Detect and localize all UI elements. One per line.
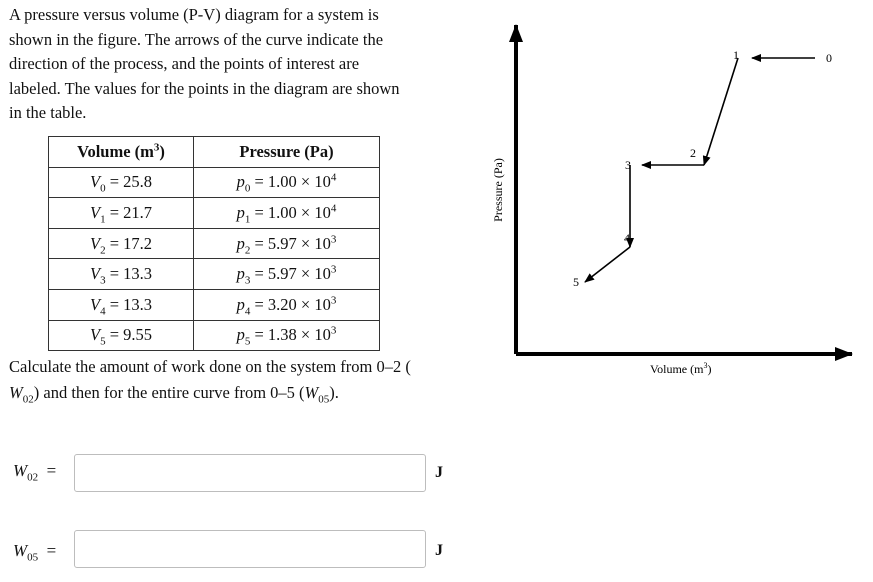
pressure-cell: $p_5 = 1.38 \times 10^3$ xyxy=(194,320,380,351)
volume-cell: $V_2 = 17.2$ xyxy=(49,228,194,259)
x-axis-label: Volume $(m^3)$ xyxy=(650,361,712,376)
pressure-cell: $p_2 = 5.97 \times 10^3$ xyxy=(194,228,380,259)
w02-unit: J xyxy=(435,464,443,481)
volume-cell: $V_5 = 9.55$ xyxy=(49,320,194,351)
segment-1-2 xyxy=(704,58,738,165)
header-volume: Volume $(m^3)$ xyxy=(49,137,194,168)
point-label-1: 1 xyxy=(733,48,739,62)
question-text: Calculate the amount of work done on the system from 0–2 ( $W_{02}$) and then for the entire curve from 0–5 $(W_{05})$. xyxy=(9,357,411,406)
intro-line: direction of the process, and the points of interest are xyxy=(9,54,360,74)
w05-unit: J xyxy=(435,542,443,559)
intro-line: labeled. The values for the points in the diagram are shown xyxy=(9,78,400,98)
w02-input[interactable] xyxy=(74,454,426,492)
point-label-3: 3 xyxy=(625,158,631,172)
intro-line: shown in the figure. The arrows of the curve indicate the xyxy=(9,29,384,49)
y-axis-label: Pressure (Pa) xyxy=(491,158,505,222)
table-row xyxy=(49,228,380,259)
volume-cell: $V_1 = 21.7$ xyxy=(49,198,194,229)
segment-4-5 xyxy=(585,247,630,282)
volume-cell: $V_3 = 13.3$ xyxy=(49,259,194,290)
table-row xyxy=(49,289,380,320)
pressure-cell: $p_4 = 3.20 \times 10^3$ xyxy=(194,289,380,320)
volume-cell: $V_0 = 25.8$ xyxy=(49,167,194,198)
header-pressure: Pressure (Pa) xyxy=(194,137,380,168)
intro-line: A pressure versus volume (P-V) diagram for a system is xyxy=(9,5,379,24)
pv-table xyxy=(48,136,380,351)
table-row xyxy=(49,198,380,229)
pressure-cell: $p_1 = 1.00 \times 10^4$ xyxy=(194,198,380,229)
table-row xyxy=(49,320,380,351)
table-row xyxy=(49,167,380,198)
pv-diagram xyxy=(480,15,870,390)
volume-cell: $V_4 = 13.3$ xyxy=(49,289,194,320)
table-row xyxy=(49,259,380,290)
point-label-2: 2 xyxy=(690,146,696,160)
point-label-4: 4 xyxy=(624,231,630,245)
intro-line: in the table. xyxy=(9,103,87,123)
point-label-0: 0 xyxy=(826,51,832,65)
intro-paragraph xyxy=(9,3,449,126)
point-label-5: 5 xyxy=(573,275,579,289)
w05-input[interactable] xyxy=(74,530,426,568)
pressure-cell: $p_0 = 1.00 \times 10^4$ xyxy=(194,167,380,198)
w05-label: $W_{05}$ = xyxy=(13,541,57,564)
pressure-cell: $p_3 = 5.97 \times 10^3$ xyxy=(194,259,380,290)
w02-label: $W_{02}$ = xyxy=(13,461,57,484)
